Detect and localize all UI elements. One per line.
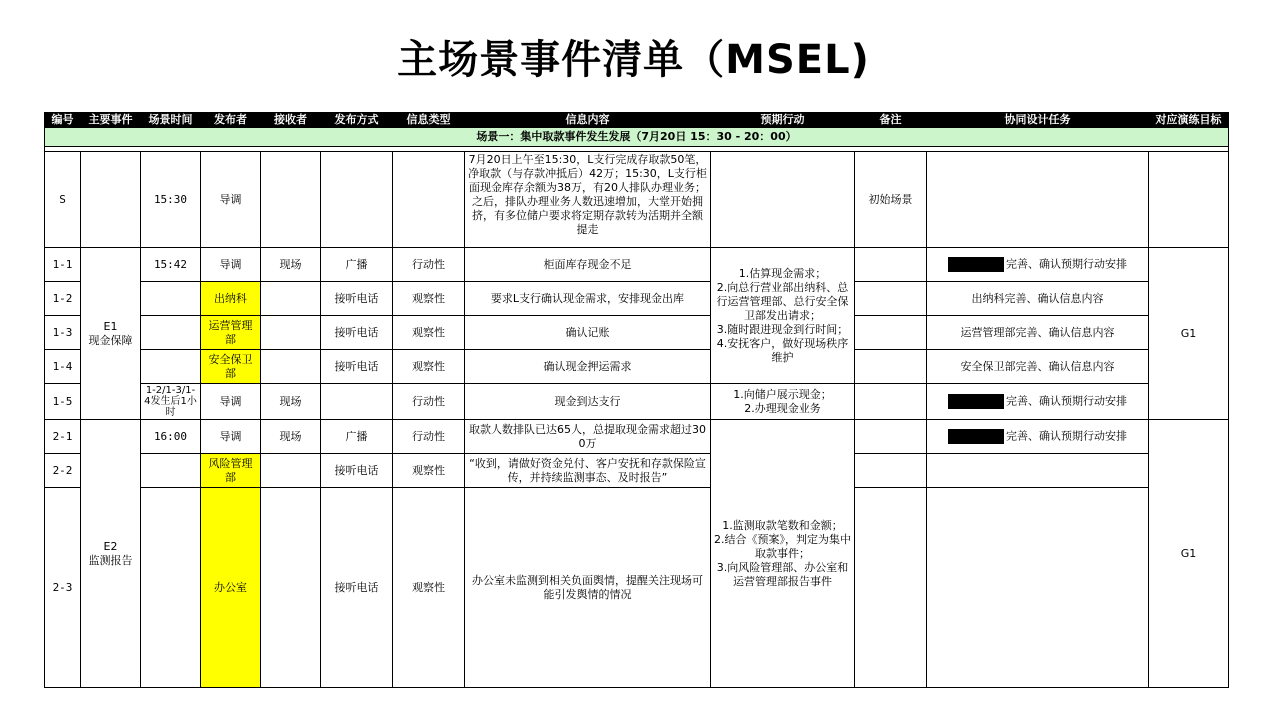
table-row (45, 420, 1229, 454)
cell-publisher: 导调 (201, 248, 261, 282)
cell-task (927, 384, 1149, 420)
cell-publisher: 风险管理部 (201, 454, 261, 488)
cell-time (141, 316, 201, 350)
header-cell-method: 发布方式 (321, 113, 393, 128)
redaction-block (948, 257, 1004, 272)
cell-content: 7月20日上午至15:30，L支行完成存取款50笔，净取款（与存款冲抵后）42万；15:30，L支行柜面现金库存余额为38万，有20人排队办理业务；之后，排队办理业务人数迅速增加，大堂开始拥挤，有多位储户要求将定期存款转为活期并全额提走 (465, 152, 711, 248)
cell-receiver: 现场 (261, 384, 321, 420)
table-row (45, 454, 1229, 488)
cell-content: 取款人数排队已达65人，总提取现金需求超过300万 (465, 420, 711, 454)
cell-method: 接听电话 (321, 282, 393, 316)
cell-method: 广播 (321, 420, 393, 454)
cell-time: 15:30 (141, 152, 201, 248)
cell-publisher: 导调 (201, 152, 261, 248)
cell-note (855, 316, 927, 350)
cell-method: 接听电话 (321, 316, 393, 350)
cell-receiver: 现场 (261, 248, 321, 282)
header-cell-time: 场景时间 (141, 113, 201, 128)
cell-receiver (261, 454, 321, 488)
cell-task-text: 完善、确认预期行动安排 (1006, 429, 1127, 443)
cell-id: 1-2 (45, 282, 81, 316)
cell-receiver (261, 316, 321, 350)
cell-receiver (261, 282, 321, 316)
header-cell-note: 备注 (855, 113, 927, 128)
cell-task: 运营管理部完善、确认信息内容 (927, 316, 1149, 350)
cell-publisher: 导调 (201, 420, 261, 454)
cell-publisher: 出纳科 (201, 282, 261, 316)
cell-task (927, 248, 1149, 282)
cell-method: 接听电话 (321, 454, 393, 488)
cell-goal-e1: G1 (1149, 248, 1229, 420)
cell-receiver: 现场 (261, 420, 321, 454)
cell-receiver (261, 152, 321, 248)
cell-method: 接听电话 (321, 488, 393, 688)
header-row (45, 113, 1229, 128)
cell-task-text: 完善、确认预期行动安排 (1006, 257, 1127, 271)
cell-content: 现金到达支行 (465, 384, 711, 420)
cell-action-e2: 1.监测取款笔数和金额； 2.结合《预案》，判定为集中取款事件； 3.向风险管理部、办公室和运营管理部报告事件 (711, 420, 855, 688)
cell-content: 确认记账 (465, 316, 711, 350)
cell-publisher: 运营管理部 (201, 316, 261, 350)
cell-type: 行动性 (393, 384, 465, 420)
cell-type (393, 152, 465, 248)
cell-type: 观察性 (393, 350, 465, 384)
cell-event-e2: E2 监测报告 (81, 420, 141, 688)
cell-content: 确认现金押运需求 (465, 350, 711, 384)
cell-publisher: 办公室 (201, 488, 261, 688)
cell-action-e1b: 1.向储户展示现金； 2.办理现金业务 (711, 384, 855, 420)
cell-note (855, 248, 927, 282)
redaction-block (948, 429, 1004, 444)
cell-action-e1: 1.估算现金需求； 2.向总行营业部出纳科、总行运营管理部、总行安全保卫部发出请求； 3.随时跟进现金到行时间； 4.安抚客户，做好现场秩序维护 (711, 248, 855, 384)
cell-event-e1: E1 现金保障 (81, 248, 141, 420)
cell-id: 1-3 (45, 316, 81, 350)
table-row (45, 248, 1229, 282)
cell-type: 观察性 (393, 488, 465, 688)
page-title: 主场景事件清单（MSEL) (397, 37, 870, 83)
cell-type: 观察性 (393, 282, 465, 316)
cell-id: 1-5 (45, 384, 81, 420)
redaction-block (948, 394, 1004, 409)
cell-id: 2-1 (45, 420, 81, 454)
cell-id: 1-1 (45, 248, 81, 282)
cell-content: 办公室未监测到相关负面舆情，提醒关注现场可能引发舆情的情况 (465, 488, 711, 688)
cell-time (141, 454, 201, 488)
cell-receiver (261, 350, 321, 384)
header-cell-id: 编号 (45, 113, 81, 128)
cell-event (81, 152, 141, 248)
cell-method: 接听电话 (321, 350, 393, 384)
cell-receiver (261, 488, 321, 688)
cell-publisher: 导调 (201, 384, 261, 420)
header-cell-content: 信息内容 (465, 113, 711, 128)
header-cell-type: 信息类型 (393, 113, 465, 128)
cell-publisher: 安全保卫部 (201, 350, 261, 384)
header-cell-goal: 对应演练目标 (1149, 113, 1229, 128)
header-cell-publisher: 发布者 (201, 113, 261, 128)
cell-time (141, 350, 201, 384)
cell-method (321, 152, 393, 248)
table-row (45, 488, 1229, 688)
cell-note: 初始场景 (855, 152, 927, 248)
cell-id: 1-4 (45, 350, 81, 384)
cell-task (927, 152, 1149, 248)
header-cell-task: 协同设计任务 (927, 113, 1149, 128)
cell-task-text: 完善、确认预期行动安排 (1006, 394, 1127, 408)
cell-id: 2-2 (45, 454, 81, 488)
cell-type: 观察性 (393, 316, 465, 350)
cell-task: 出纳科完善、确认信息内容 (927, 282, 1149, 316)
cell-time: 1-2/1-3/1-4发生后1小时 (141, 384, 201, 420)
scene-title: 场景一：集中取款事件发生发展（7月20日 15：30 - 20：00） (45, 128, 1229, 147)
cell-task (927, 454, 1149, 488)
cell-task (927, 488, 1149, 688)
scene-row (45, 128, 1229, 147)
cell-note (855, 488, 927, 688)
cell-note (855, 454, 927, 488)
cell-task (927, 420, 1149, 454)
cell-id: 2-3 (45, 488, 81, 688)
cell-action (711, 152, 855, 248)
table-row (45, 384, 1229, 420)
cell-time: 16:00 (141, 420, 201, 454)
cell-goal-e2: G1 (1149, 420, 1229, 688)
cell-note (855, 420, 927, 454)
cell-type: 行动性 (393, 248, 465, 282)
table-row (45, 282, 1229, 316)
cell-type: 观察性 (393, 454, 465, 488)
header-cell-receiver: 接收者 (261, 113, 321, 128)
cell-content: 柜面库存现金不足 (465, 248, 711, 282)
cell-content: “收到，请做好资金兑付、客户安抚和存款保险宣传，并持续监测事态、及时报告” (465, 454, 711, 488)
cell-time (141, 488, 201, 688)
header-cell-event: 主要事件 (81, 113, 141, 128)
cell-goal (1149, 152, 1229, 248)
cell-note (855, 350, 927, 384)
cell-task: 安全保卫部完善、确认信息内容 (927, 350, 1149, 384)
msel-table (44, 112, 1229, 688)
cell-note (855, 282, 927, 316)
table-row (45, 152, 1229, 248)
cell-method: 广播 (321, 248, 393, 282)
cell-type: 行动性 (393, 420, 465, 454)
cell-method (321, 384, 393, 420)
header-cell-action: 预期行动 (711, 113, 855, 128)
cell-content: 要求L支行确认现金需求，安排现金出库 (465, 282, 711, 316)
table-row (45, 350, 1229, 384)
cell-note (855, 384, 927, 420)
cell-time: 15:42 (141, 248, 201, 282)
table-row (45, 316, 1229, 350)
cell-time (141, 282, 201, 316)
cell-id: S (45, 152, 81, 248)
